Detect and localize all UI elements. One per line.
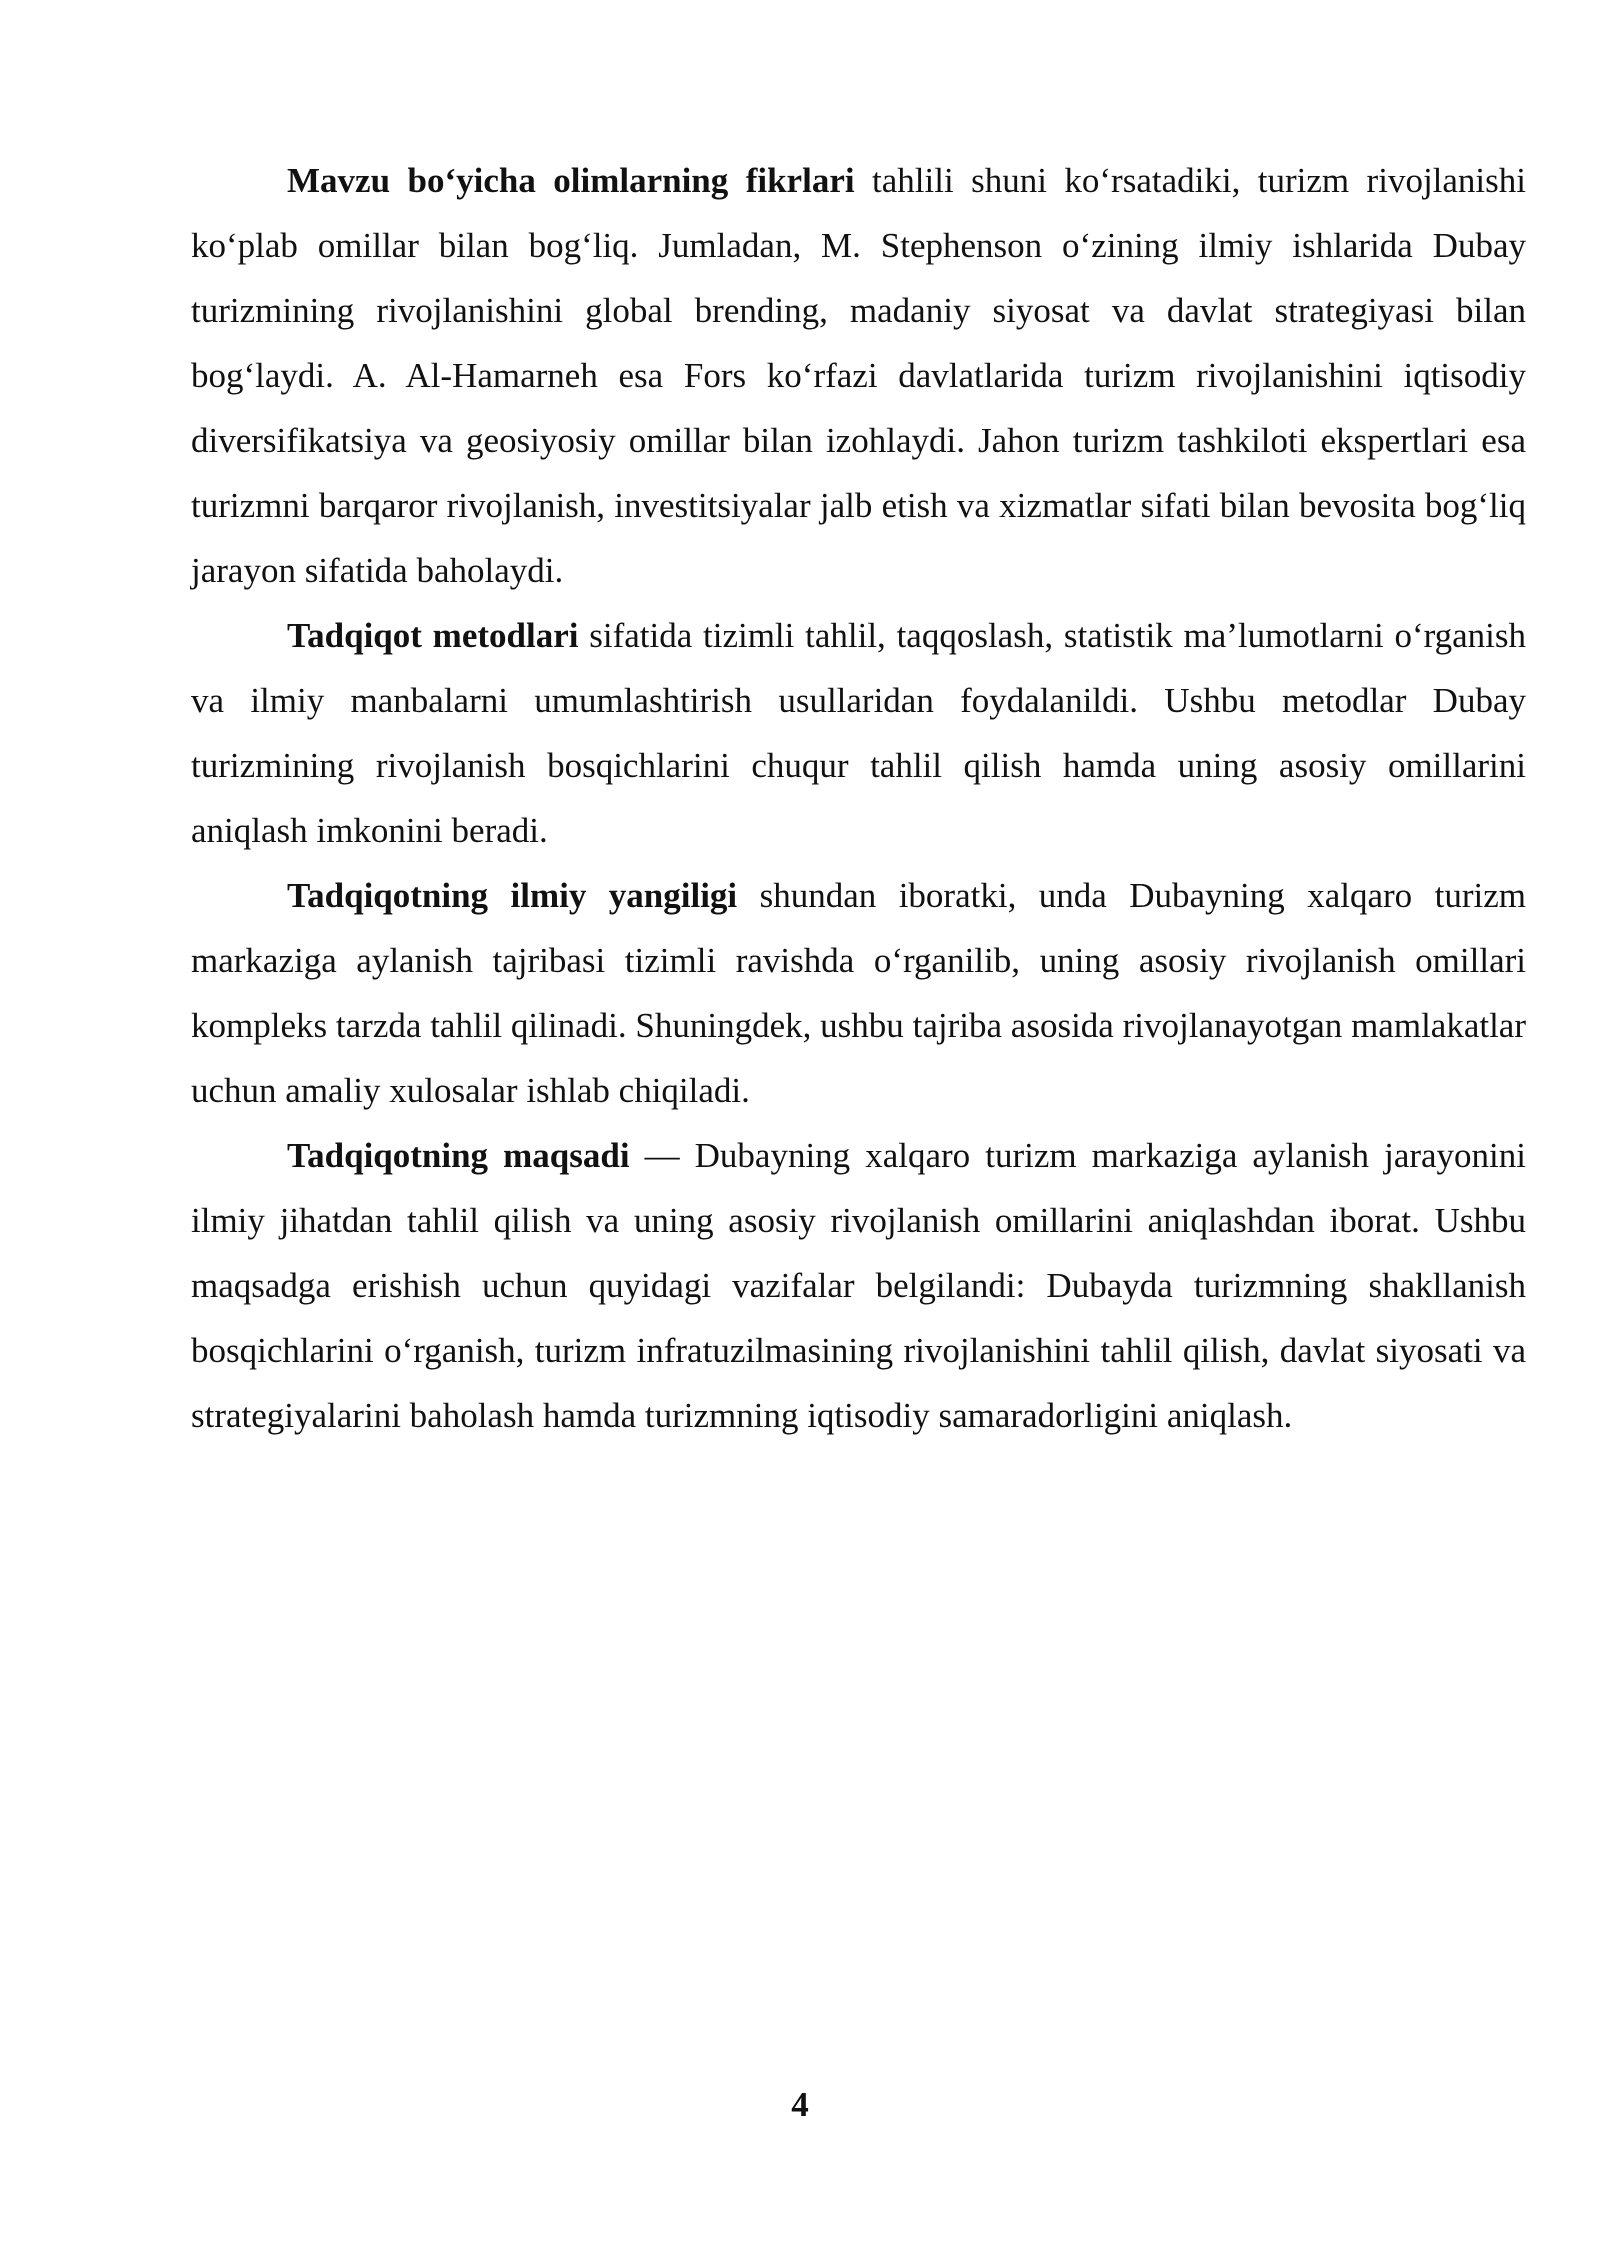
body-text xyxy=(191,148,1526,1448)
paragraph-lead: Tadqiqot metodlari xyxy=(287,616,579,655)
paragraph-lead: Mavzu bo‘yicha olimlarning fikrlari xyxy=(287,161,855,200)
paragraph-research-goal xyxy=(191,1123,1526,1448)
paragraph-text: sifatida tizimli tahlil, taqqoslash, statistik ma’lumotlarni o‘rganish va ilmiy manbalarni umumlashtirish usullaridan foydalanildi. Ushbu metodlar Dubay turizmining rivojlanish bosqichlarini chuqur tahlil qilish hamda uning asosiy omillarini aniqlash imkonini beradi. xyxy=(191,616,1527,850)
page-number: 4 xyxy=(791,2085,809,2124)
paragraph-text: — Dubayning xalqaro turizm markaziga aylanish jarayonini ilmiy jihatdan tahlil qilish va uning asosiy rivojlanish omillarini aniqlashdan iborat. Ushbu maqsadga erishish uchun quyidagi vazifalar belgilandi: Dubayda turizmning shakllanish bosqichlarini o‘rganish, turizm infratuzilmasining rivojlanishini tahlil qilish, davlat siyosati va strategiyalarini baholash hamda turizmning iqtisodiy samaradorligini aniqlash. xyxy=(191,1136,1526,1435)
paragraph-text: tahlili shuni ko‘rsatadiki, turizm rivojlanishi ko‘plab omillar bilan bog‘liq. Jumladan, M. Stephenson o‘zining ilmiy ishlarida Dubay turizmining rivojlanishini global brending, madaniy siyosat va davlat strategiyasi bilan bog‘laydi. A. Al-Hamarneh esa Fors ko‘rfazi davlatlarida turizm rivojlanishini iqtisodiy diversifikatsiya va geosiyosiy omillar bilan izohlaydi. Jahon turizm tashkiloti ekspertlari esa turizmni barqaror rivojlanish, investitsiyalar jalb etish va xizmatlar sifati bilan bevosita bog‘liq jarayon sifatida baholaydi. xyxy=(191,161,1526,590)
paragraph-lead: Tadqiqotning maqsadi xyxy=(287,1136,630,1175)
paragraph-scientific-novelty xyxy=(191,863,1526,1123)
paragraph-research-methods xyxy=(191,603,1526,863)
paragraph-text: shundan iboratki, unda Dubayning xalqaro turizm markaziga aylanish tajribasi tizimli ravishda o‘rganilib, uning asosiy rivojlanish omillari kompleks tarzda tahlil qilinadi. Shuningdek, ushbu tajriba asosida rivojlanayotgan mamlakatlar uchun amaliy xulosalar ishlab chiqiladi. xyxy=(191,876,1526,1110)
paragraph-scholars-views xyxy=(191,148,1526,603)
paragraph-lead: Tadqiqotning ilmiy yangiligi xyxy=(287,876,738,915)
